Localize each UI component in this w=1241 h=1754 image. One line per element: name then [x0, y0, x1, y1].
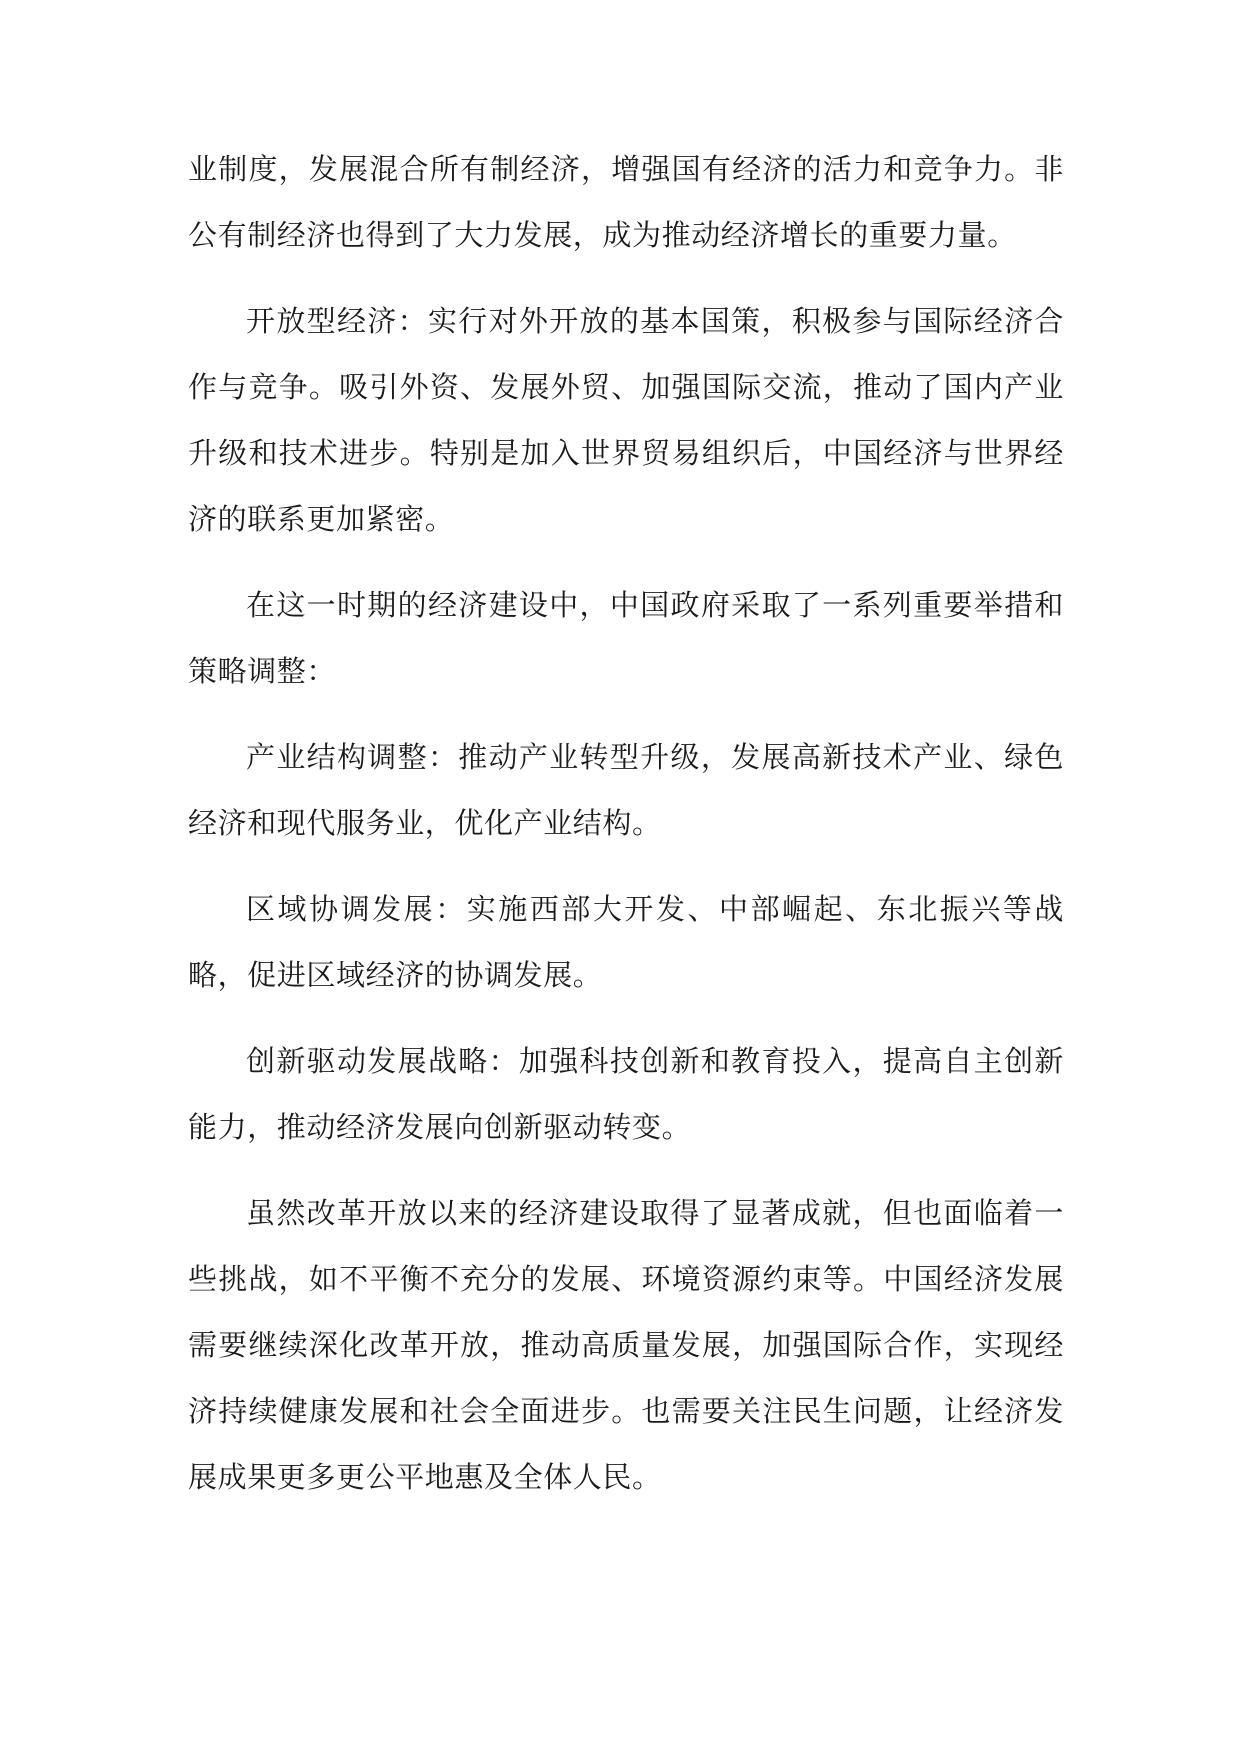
paragraph-continuation: 业制度，发展混合所有制经济，增强国有经济的活力和竞争力。非公有制经济也得到了大力发展，成为推动经济增长的重要力量。 — [188, 152, 1064, 252]
paragraph-open-economy: 开放型经济：实行对外开放的基本国策，积极参与国际经济合作与竞争。吸引外资、发展外贸、加强国际交流，推动了国内产业升级和技术进步。特别是加入世界贸易组织后，中国经济与世界经济的联系更加紧密。 — [188, 304, 1064, 536]
body-text — [188, 136, 1064, 1530]
paragraph-industrial-structure: 产业结构调整：推动产业转型升级，发展高新技术产业、绿色经济和现代服务业，优化产业结构。 — [188, 740, 1064, 840]
paragraph-conclusion: 虽然改革开放以来的经济建设取得了显著成就，但也面临着一些挑战，如不平衡不充分的发展、环境资源约束等。中国经济发展需要继续深化改革开放，推动高质量发展，加强国际合作，实现经济持续健康发展和社会全面进步。也需要关注民生问题，让经济发展成果更多更公平地惠及全体人民。 — [188, 1196, 1064, 1494]
paragraph-measures-intro: 在这一时期的经济建设中，中国政府采取了一系列重要举措和策略调整： — [188, 588, 1064, 688]
paragraph-regional-development: 区域协调发展：实施西部大开发、中部崛起、东北振兴等战略，促进区域经济的协调发展。 — [188, 892, 1064, 992]
paragraph-innovation-strategy: 创新驱动发展战略：加强科技创新和教育投入，提高自主创新能力，推动经济发展向创新驱动转变。 — [188, 1044, 1064, 1144]
